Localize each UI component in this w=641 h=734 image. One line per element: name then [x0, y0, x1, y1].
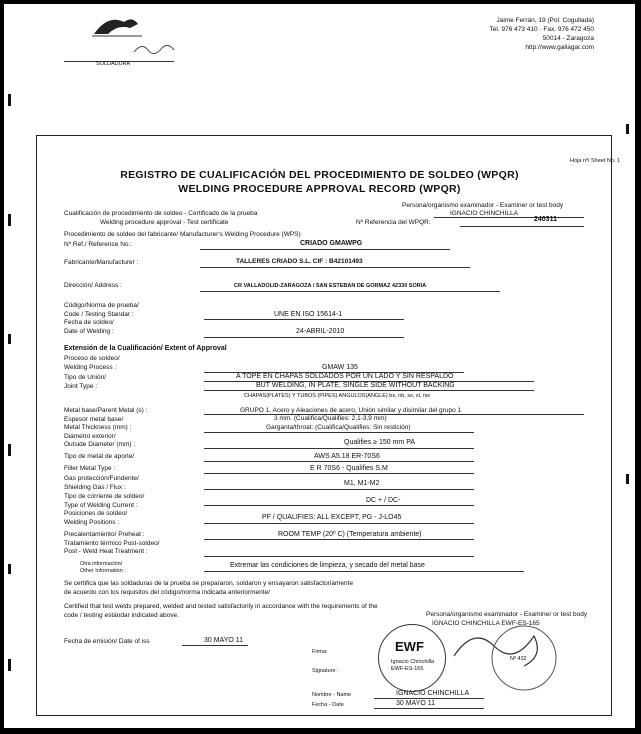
positions-value: PF / QUALIFIES: ALL EXCEPT, PG - J-LO45	[262, 514, 402, 521]
chapas-note: CHAPAS(PLATES) Y TUBOS (PIPES) ANGULOS(ANGLE) bs, nb, ss, sl, nw	[244, 393, 430, 399]
name-value: IGNACIO CHINCHILLA	[396, 690, 470, 697]
label-signature: Signature :	[312, 668, 339, 674]
process-value: GMAW 135	[322, 364, 358, 371]
thickness-value: 3 mm. (Cualifica/Qualifies: 2,1-3,9 mm)	[274, 415, 387, 422]
binding-mark	[8, 94, 11, 106]
thickness-throat-value: Garganta/throat: (Cualifica/Qualifies: Sin restición)	[266, 424, 411, 431]
document-page	[4, 4, 635, 728]
label-testing-standard: Código/Norma de prueba/ Code / Testing Standar : Fecha de soldeo/ Date of Welding :	[64, 302, 139, 335]
signing-date-value: 30 MAYO 11	[396, 700, 436, 707]
signature-icon	[132, 40, 178, 56]
certification-statement-en: Certified that test welds prepared, welded and tested satisfactorily in accordance with the requirements of the code / testing estándar indicated above.	[64, 603, 378, 619]
filler-type-value: E R 70S6 - Qualifies S,M	[310, 465, 388, 472]
binding-mark	[8, 444, 11, 456]
binding-mark	[8, 564, 11, 574]
sheet-number: Hoja nº/ Sheet No. 1	[570, 158, 621, 164]
label-address: Dirección/ Address :	[64, 282, 122, 289]
label-name: Nombre - Name	[312, 692, 352, 698]
header-signature-caption: SOLDADURA	[96, 61, 131, 67]
label-shielding-gas: Gas protección/Fundente/ Shielding Gas / Flux :	[64, 475, 139, 491]
testing-standard-value: UNE EN ISO 15614-1	[274, 311, 343, 318]
preheat-value: ROOM TEMP (20º C) (Temperatura ambiente)	[278, 531, 422, 538]
issue-date-value: 30 MAYO 11	[204, 637, 244, 644]
label-wps: Procedimiento de soldeo del fabricante/ Manufacturer's Welding Procedure (WPS)	[64, 231, 301, 238]
doc-title-es: REGISTRO DE CUALIFICACIÓN DEL PROCEDIMIENTO DE SOLDEO (WPQR)	[120, 169, 519, 181]
shielding-gas-value: M1, M1-M2	[344, 480, 380, 487]
current-value: DC + / DC-	[366, 497, 401, 504]
binding-mark	[8, 334, 11, 344]
label-preheat-pwht: Precalentamiento/ Preheat : Tratamiento térmico Post-soldeo/ Post - Weld Heat Treatment :	[64, 531, 160, 555]
company-logo-icon	[88, 12, 148, 40]
label-issue-date: Fecha de emisión/ Date of iss	[64, 638, 150, 645]
label-filler-type: Filler Metal Type :	[64, 465, 116, 472]
label-current: Tipo de corriente de soldeo/ Type of Welding Current :	[64, 493, 145, 509]
label-ref-no: Nº Ref./ Reference No.:	[64, 241, 133, 248]
wpqr-ref-value: 240311	[534, 216, 557, 223]
stamp-small-text: Nº 432	[510, 656, 527, 662]
joint-type-es: A TOPE EN CHAPAS SOLDADOS POR UN LADO Y SIN RESPALDO	[236, 373, 454, 380]
diameter-value: Qualifies ≥ 150 mm PA	[344, 439, 416, 446]
wpqr-ref-label: Nº Referencia del WPQR:	[356, 219, 431, 226]
joint-type-en: BUT WELDING, IN PLATE, SINGLE SIDE WITHOUT BACKING	[256, 382, 455, 389]
other-info-value: Extremar las condiciones de limpieza, y secado del metal base	[230, 562, 425, 569]
examiner-label-2: Persona/organismo examinador - Examiner or test body	[426, 611, 588, 618]
label-firma: Firma:	[312, 649, 328, 655]
binding-mark	[8, 214, 11, 226]
doc-title-en: WELDING PROCEDURE APPROVAL RECORD (WPQR)	[178, 183, 461, 195]
certification-statement-es: Se certifica que las soldaduras de la prueba se prepararon, soldaron y ensayaron satisfactoriamente de acuerdo con los requisitos del código/norma indicada anteriormente/	[64, 580, 354, 596]
label-welding-positions: Posiciones de soldeo/ Welding Positions :	[64, 510, 128, 526]
label-date: Fecha - Date	[312, 702, 344, 708]
company-address: Jaime Ferrán, 19 (Pol. Cogullada) Tel. 976 473 410 · Fax. 976 472 450 50014 - Zaragoza http://www.gallagar.com	[489, 17, 594, 51]
binding-mark	[8, 659, 11, 671]
examiner-label: Persona/organismo examinador - Examiner or test body	[402, 202, 564, 209]
examiner-signature-icon	[444, 616, 564, 696]
label-process: Proceso de soldeo/ Welding Process :	[64, 355, 120, 371]
label-joint-type: Tipo de Unión/ Joint Type :	[64, 374, 107, 390]
examiner-value-2: IGNACIO CHINCHILLA EWF-ES-165	[432, 620, 540, 627]
label-other-info: Otra información/ Other Information :	[80, 561, 126, 574]
label-parent-metal: Metal base/Parent Metal (s) : Espesor metal base/ Metal Thickness (mm) : Diámetro exterior/ Outside Diameter (mm) :	[64, 407, 148, 448]
label-manufacturer: Fabricante/Manufacturer :	[64, 259, 139, 266]
parent-metal-value: GRUPO 1, Acero y Aleaciones de acero, Unión similar y disimilar del grupo 1	[240, 407, 462, 414]
welding-date-value: 24-ABRIL-2010	[296, 328, 345, 335]
binding-mark	[626, 474, 629, 484]
label-filler-aws: Tipo de metal de aporte/	[64, 453, 135, 460]
examiner-value: IGNACIO CHINCHILLA	[450, 210, 518, 217]
extent-heading: Extensión de la Cualificación/ Extent of Approval	[64, 345, 227, 352]
ref-no-value: CRIADO GMAWPG	[300, 240, 363, 247]
manufacturer-value: TALLERES CRIADO S.L. CIF : B42101493	[236, 258, 363, 265]
label-test-cert-en: Welding procedure approval - Test certificate	[100, 219, 229, 226]
address-value: CR VALLADOLID-ZARAGOZA / SAN ESTEBAN DE GORMAZ 42330 SORIA	[234, 283, 427, 289]
filler-aws-value: AWS A5.18 ER-70S6	[314, 453, 380, 460]
binding-mark	[626, 124, 629, 134]
ewf-stamp: EWF Ignacio Chinchilla EWF-ES-165	[378, 624, 446, 692]
label-test-cert-es: Cualificación de procedimiento de soldeo - Certificado de la prueba	[64, 210, 258, 217]
